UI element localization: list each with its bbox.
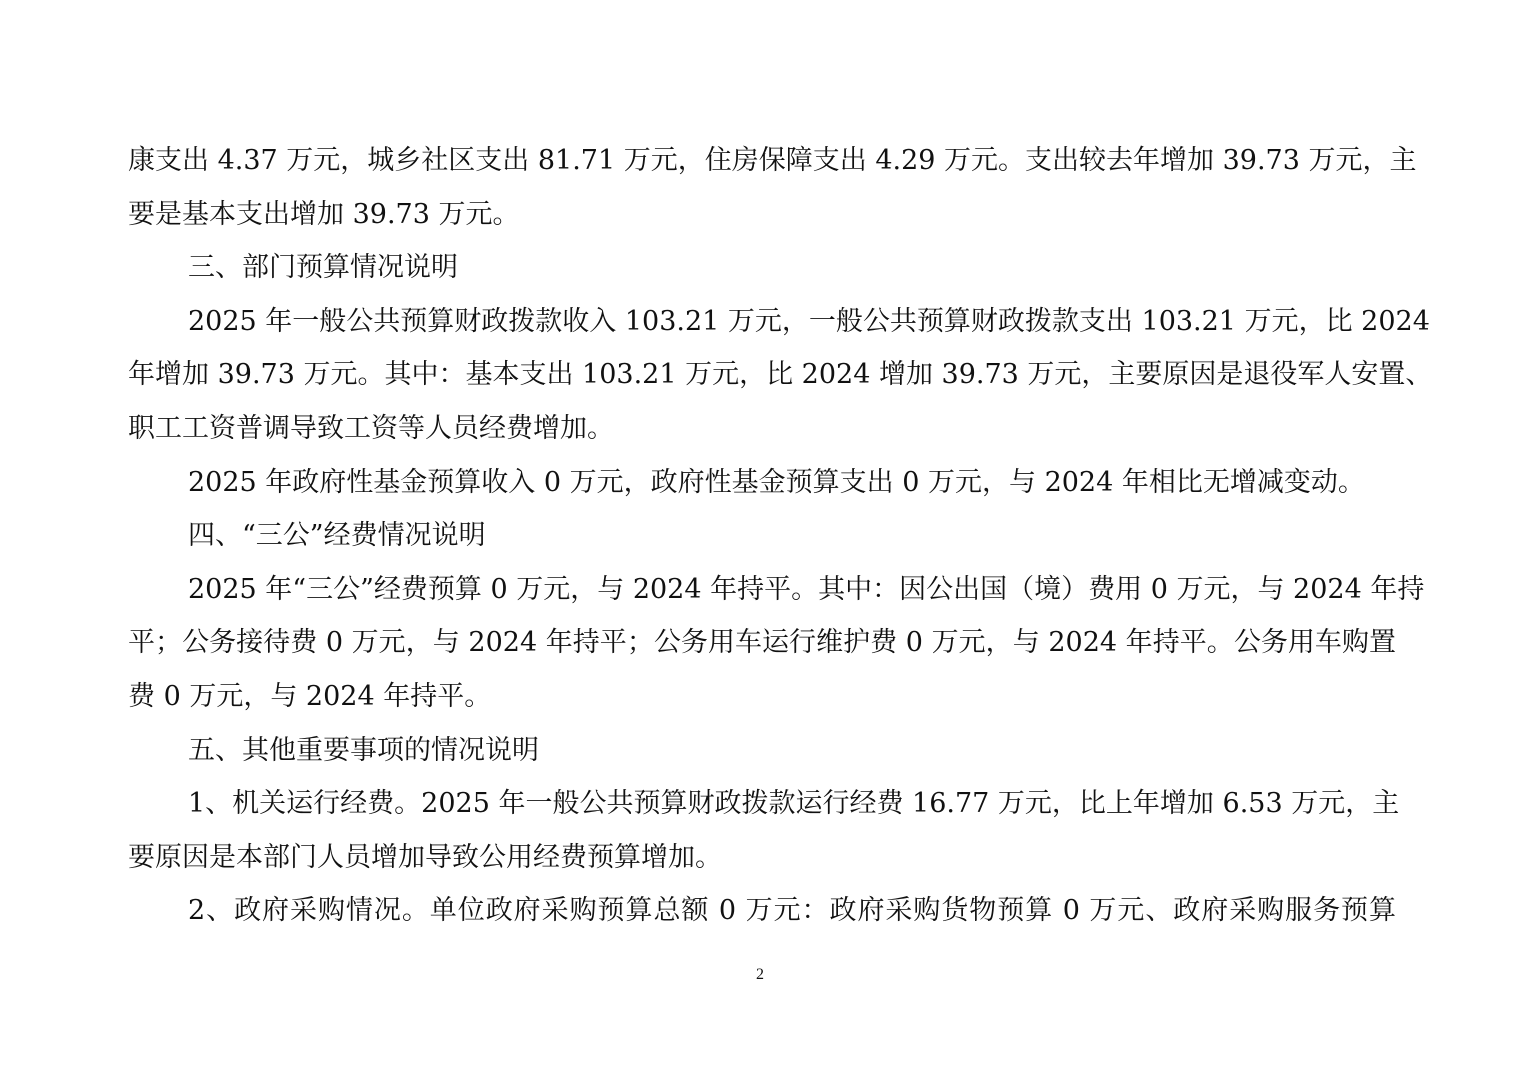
paragraph-line: 2025 年政府性基金预算收入 0 万元，政府性基金预算支出 0 万元，与 2024 年相比无增减变动。 xyxy=(188,466,1365,498)
paragraph-line: 2、政府采购情况。单位政府采购预算总额 0 万元：政府采购货物预算 0 万元、政府采购服务预算 xyxy=(188,895,1396,927)
page-number: 2 xyxy=(756,966,764,983)
paragraph-line: 平；公务接待费 0 万元，与 2024 年持平；公务用车运行维护费 0 万元，与 2024 年持平。公务用车购置 xyxy=(128,627,1396,659)
paragraph-line: 要是基本支出增加 39.73 万元。 xyxy=(128,198,520,230)
paragraph-line: 要原因是本部门人员增加导致公用经费预算增加。 xyxy=(128,841,722,873)
section-heading: 四、“三公”经费情况说明 xyxy=(188,520,486,552)
paragraph-line: 康支出 4.37 万元，城乡社区支出 81.71 万元，住房保障支出 4.29 万元。支出较去年增加 39.73 万元，主 xyxy=(128,145,1417,176)
paragraph-line: 年增加 39.73 万元。其中：基本支出 103.21 万元，比 2024 增加 39.73 万元，主要原因是退役军人安置、 xyxy=(128,359,1433,391)
section-heading: 三、部门预算情况说明 xyxy=(188,252,458,284)
section-heading: 五、其他重要事项的情况说明 xyxy=(188,734,539,766)
paragraph-line: 2025 年一般公共预算财政拨款收入 103.21 万元，一般公共预算财政拨款支出 103.21 万元，比 2024 xyxy=(188,305,1430,337)
document-body xyxy=(128,134,1433,938)
paragraph-line: 职工工资普调导致工资等人员经费增加。 xyxy=(128,412,614,444)
paragraph-line: 2025 年“三公”经费预算 0 万元，与 2024 年持平。其中：因公出国（境）费用 0 万元，与 2024 年持 xyxy=(188,573,1425,605)
paragraph-line: 费 0 万元，与 2024 年持平。 xyxy=(128,680,492,712)
paragraph-line: 1、机关运行经费。2025 年一般公共预算财政拨款运行经费 16.77 万元，比上年增加 6.53 万元，主 xyxy=(188,788,1400,820)
